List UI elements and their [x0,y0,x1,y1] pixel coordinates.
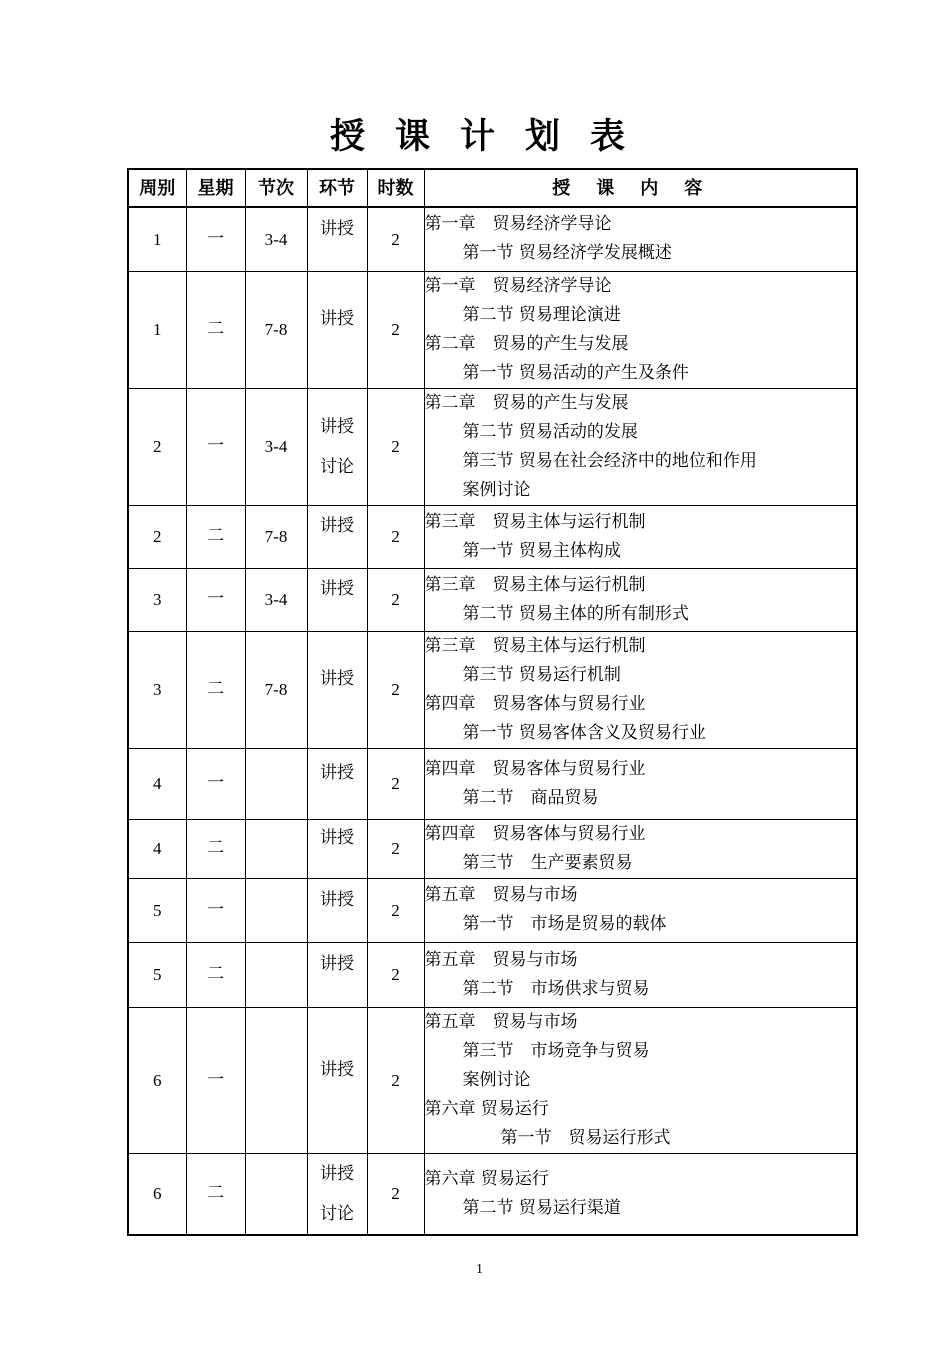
chapter-line: 第二章 贸易的产生与发展 [424,392,629,413]
chapter-line: 第三章 贸易主体与运行机制 [424,574,646,595]
cell-week: 6 [128,1007,186,1153]
header-hours: 时数 [367,169,424,207]
section-line: 第一节 贸易主体构成 [462,540,621,561]
header-phase: 环节 [307,169,367,207]
cell-week: 3 [128,568,186,631]
phase-label: 讲授 [320,416,354,437]
cell-period: 3-4 [245,388,307,505]
cell-hours: 2 [367,271,424,388]
cell-content [424,388,857,505]
phase-lines [308,665,367,714]
cell-period [245,878,307,942]
cell-content [424,505,857,568]
cell-day: 一 [186,1007,245,1153]
header-day: 星期 [186,169,245,207]
cell-period [245,942,307,1007]
phase-lines [308,305,367,354]
cell-day: 一 [186,748,245,819]
cell-week: 2 [128,388,186,505]
cell-hours: 2 [367,748,424,819]
section-line: 案例讨论 [462,479,531,500]
section-line: 第三节 生产要素贸易 [462,852,633,873]
table-row [128,388,857,505]
section-line: 第二节 贸易主体的所有制形式 [462,603,689,624]
cell-period: 3-4 [245,207,307,271]
section-line: 第二节 商品贸易 [462,787,599,808]
chapter-line: 第一章 贸易经济学导论 [424,275,612,296]
cell-day: 二 [186,1153,245,1235]
phase-label: 讲授 [320,669,354,689]
phase-label: 讨论 [320,1203,354,1224]
cell-phase [307,878,367,942]
chapter-line: 第五章 贸易与市场 [424,885,578,905]
phase-lines [308,575,367,624]
cell-period: 7-8 [245,505,307,568]
cell-phase [307,505,367,568]
cell-day: 二 [186,819,245,878]
cell-hours: 2 [367,631,424,748]
section-line: 第一节 贸易运行形式 [500,1127,671,1148]
table-row [128,1007,857,1153]
cell-day: 二 [186,631,245,748]
table-row [128,207,857,271]
cell-week: 2 [128,505,186,568]
cell-phase [307,819,367,878]
section-line: 第三节 贸易运行机制 [462,664,621,685]
cell-day: 二 [186,505,245,568]
chapter-line: 第二章 贸易的产生与发展 [424,333,629,354]
table-row [128,568,857,631]
chapter-line: 第一章 贸易经济学导论 [424,214,612,235]
cell-hours: 2 [367,505,424,568]
phase-lines [308,512,367,561]
section-line: 第二节 贸易理论演进 [462,304,621,325]
phase-label: 讨论 [320,456,354,477]
teaching-plan-table [127,168,858,1236]
cell-hours: 2 [367,878,424,942]
header-content: 授课内容 [424,169,857,207]
cell-hours: 2 [367,568,424,631]
cell-week: 3 [128,631,186,748]
cell-day: 一 [186,207,245,271]
phase-label: 讲授 [320,954,354,974]
section-line: 案例讨论 [462,1069,531,1090]
chapter-line: 第三章 贸易主体与运行机制 [424,511,646,532]
section-line: 第二节 市场供求与贸易 [462,978,650,999]
chapter-line: 第五章 贸易与市场 [424,1011,578,1032]
cell-week: 4 [128,748,186,819]
cell-phase [307,748,367,819]
phase-lines [308,759,367,808]
phase-label: 讲授 [320,763,354,783]
table-row [128,631,857,748]
cell-week: 5 [128,878,186,942]
section-line: 第一节 贸易活动的产生及条件 [462,362,689,383]
phase-label: 讲授 [320,579,354,599]
cell-content [424,1007,857,1153]
section-line: 第一节 贸易客体含义及贸易行业 [462,722,706,743]
table-row [128,748,857,819]
section-line: 第一节 市场是贸易的载体 [462,914,667,934]
phase-label: 讲授 [320,218,354,239]
cell-hours: 2 [367,819,424,878]
cell-phase [307,1153,367,1235]
phase-lines [308,1154,367,1234]
cell-period [245,1153,307,1235]
phase-label: 讲授 [320,828,354,848]
cell-content [424,1153,857,1235]
chapter-line: 第三章 贸易主体与运行机制 [424,635,646,656]
cell-period [245,1007,307,1153]
section-line: 第三节 市场竞争与贸易 [462,1040,650,1061]
cell-period [245,819,307,878]
cell-day: 二 [186,271,245,388]
table-row [128,942,857,1007]
page-title: 授课计划表 [329,116,655,157]
phase-lines [308,407,367,487]
header-week: 周别 [128,169,186,207]
page-number: 1 [476,1262,483,1277]
cell-day: 一 [186,568,245,631]
cell-phase [307,568,367,631]
section-line: 第三节 贸易在社会经济中的地位和作用 [462,450,757,471]
cell-period: 7-8 [245,631,307,748]
chapter-line: 第五章 贸易与市场 [424,949,578,970]
cell-week: 5 [128,942,186,1007]
cell-hours: 2 [367,207,424,271]
section-line: 第二节 贸易运行渠道 [462,1197,621,1218]
cell-phase [307,942,367,1007]
cell-content [424,819,857,878]
header-period: 节次 [245,169,307,207]
cell-phase [307,1007,367,1153]
cell-period [245,748,307,819]
cell-content [424,748,857,819]
phase-lines [308,824,367,873]
cell-week: 4 [128,819,186,878]
cell-hours: 2 [367,1007,424,1153]
table-row [128,1153,857,1235]
cell-phase [307,388,367,505]
table-row [128,819,857,878]
cell-content [424,878,857,942]
chapter-line: 第四章 贸易客体与贸易行业 [424,823,646,844]
section-line: 第二节 贸易活动的发展 [462,421,638,442]
cell-phase [307,271,367,388]
phase-lines [308,1056,367,1105]
cell-day: 一 [186,388,245,505]
table-row [128,271,857,388]
phase-label: 讲授 [320,1059,354,1080]
phase-lines [308,215,367,264]
cell-phase [307,631,367,748]
chapter-line: 第四章 贸易客体与贸易行业 [424,758,646,779]
cell-phase [307,207,367,271]
chapter-line: 第六章 贸易运行 [424,1168,549,1189]
cell-day: 一 [186,878,245,942]
cell-period: 7-8 [245,271,307,388]
cell-week: 1 [128,207,186,271]
table-row [128,505,857,568]
table-header-row [128,169,857,207]
cell-content [424,631,857,748]
cell-content [424,271,857,388]
section-line: 第一节 贸易经济学发展概述 [462,243,672,264]
phase-lines [308,886,367,935]
cell-period: 3-4 [245,568,307,631]
phase-label: 讲授 [320,1163,354,1184]
chapter-line: 第六章 贸易运行 [424,1098,549,1119]
cell-content [424,207,857,271]
phase-label: 讲授 [320,516,354,536]
phase-label: 讲授 [320,309,354,329]
cell-hours: 2 [367,1153,424,1235]
cell-week: 6 [128,1153,186,1235]
cell-content [424,568,857,631]
cell-week: 1 [128,271,186,388]
table-row [128,878,857,942]
cell-hours: 2 [367,942,424,1007]
cell-day: 二 [186,942,245,1007]
phase-lines [308,950,367,999]
chapter-line: 第四章 贸易客体与贸易行业 [424,693,646,714]
table-body [128,207,857,1235]
phase-label: 讲授 [320,889,354,910]
cell-hours: 2 [367,388,424,505]
cell-content [424,942,857,1007]
